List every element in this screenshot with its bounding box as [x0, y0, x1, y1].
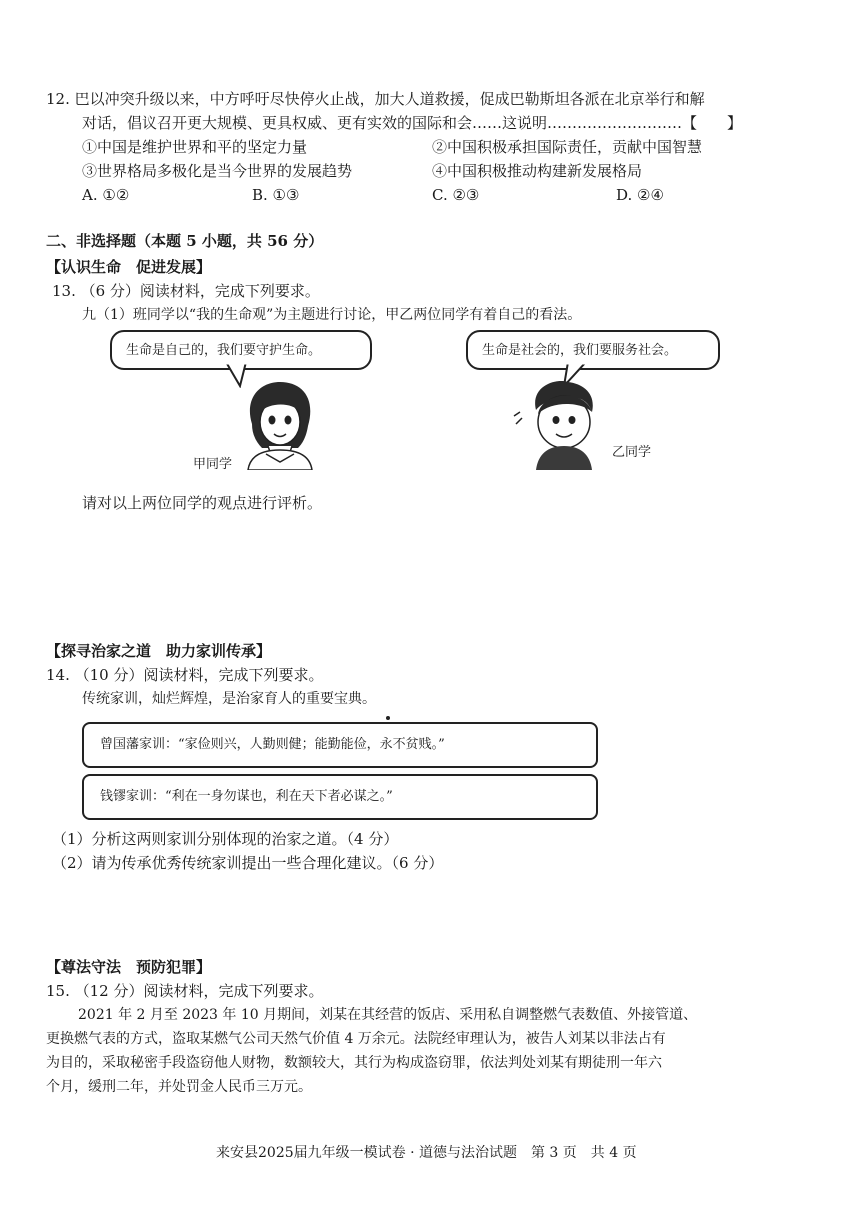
- q15-theme: 【尊法守法 预防犯罪】: [46, 958, 212, 976]
- emphasis-dot: [386, 716, 390, 720]
- family-motto-box-1: [82, 722, 598, 768]
- q12-stem-line1: 12. 巴以冲突升级以来，中方呼吁尽快停火止战，加大人道救援，促成巴勒斯坦各派在北京举行和解: [46, 90, 705, 108]
- q13-question: 请对以上两位同学的观点进行评析。: [82, 494, 323, 512]
- girl-student-illustration: [240, 378, 320, 470]
- q13-theme: 【认识生命 促进发展】: [46, 258, 212, 276]
- family-motto-1: 曾国藩家训：“家俭则兴，人勤则健；能勤能俭，永不贫贱。”: [100, 737, 445, 752]
- q15-paragraph-line4: 个月，缓刑二年，并处罚金人民币三万元。: [46, 1079, 312, 1095]
- page-footer: 来安县2025届九年级一模试卷 · 道德与法治试题 第 3 页 共 4 页: [216, 1145, 637, 1161]
- q12-choice-c: C. ②③: [432, 186, 480, 204]
- q15-paragraph-line2: 更换燃气表的方式，盗取某燃气公司天然气价值 4 万余元。法院经审理认为，被告人刘某以非法占有: [46, 1031, 666, 1047]
- section-heading: 二、非选择题（本题 5 小题，共 56 分）: [46, 232, 324, 250]
- q12-stem-line2: 对话，倡议召开更大规模、更具权威、更有实效的国际和会……这说明………………………【 】: [82, 114, 743, 132]
- q12-option-4: ④中国积极推动构建新发展格局: [432, 162, 643, 180]
- q14-subquestion-2: （2）请为传承优秀传统家训提出一些合理化建议。（6 分）: [52, 854, 444, 872]
- q14-title: 14. （10 分）阅读材料，完成下列要求。: [46, 666, 324, 684]
- q12-option-3: ③世界格局多极化是当今世界的发展趋势: [82, 162, 353, 180]
- q12-choice-d: D. ②④: [616, 186, 664, 204]
- girl-student-label: 甲同学: [193, 457, 233, 472]
- q15-title: 15. （12 分）阅读材料，完成下列要求。: [46, 982, 324, 1000]
- q14-intro: 传统家训，灿烂辉煌，是治家育人的重要宝典。: [82, 691, 376, 707]
- boy-student-label: 乙同学: [612, 445, 652, 460]
- family-motto-2: 钱镠家训：“利在一身勿谋也，利在天下者必谋之。”: [100, 789, 393, 804]
- q12-choice-a: A. ①②: [82, 186, 130, 204]
- q12-choice-b: B. ①③: [252, 186, 300, 204]
- q15-paragraph-line3: 为目的，采取秘密手段盗窃他人财物，数额较大，其行为构成盗窃罪，依法判处刘某有期徒刑一年六: [46, 1055, 662, 1071]
- q13-title: 13. （6 分）阅读材料，完成下列要求。: [52, 282, 320, 300]
- q14-subquestion-1: （1）分析这两则家训分别体现的治家之道。（4 分）: [52, 830, 399, 848]
- q14-theme: 【探寻治家之道 助力家训传承】: [46, 642, 272, 660]
- boy-student-illustration: [512, 378, 612, 470]
- q12-option-1: ①中国是维护世界和平的坚定力量: [82, 138, 308, 156]
- bubble-left-text: 生命是自己的，我们要守护生命。: [126, 343, 322, 358]
- q15-paragraph-line1: 2021 年 2 月至 2023 年 10 月期间，刘某在其经营的饭店、采用私自调整燃气表数值、外接管道、: [78, 1007, 698, 1023]
- q12-option-2: ②中国积极承担国际责任，贡献中国智慧: [432, 138, 703, 156]
- bubble-right-text: 生命是社会的，我们要服务社会。: [482, 343, 678, 358]
- q13-intro: 九（1）班同学以“我的生命观”为主题进行讨论，甲乙两位同学有着自己的看法。: [82, 307, 582, 323]
- family-motto-box-2: [82, 774, 598, 820]
